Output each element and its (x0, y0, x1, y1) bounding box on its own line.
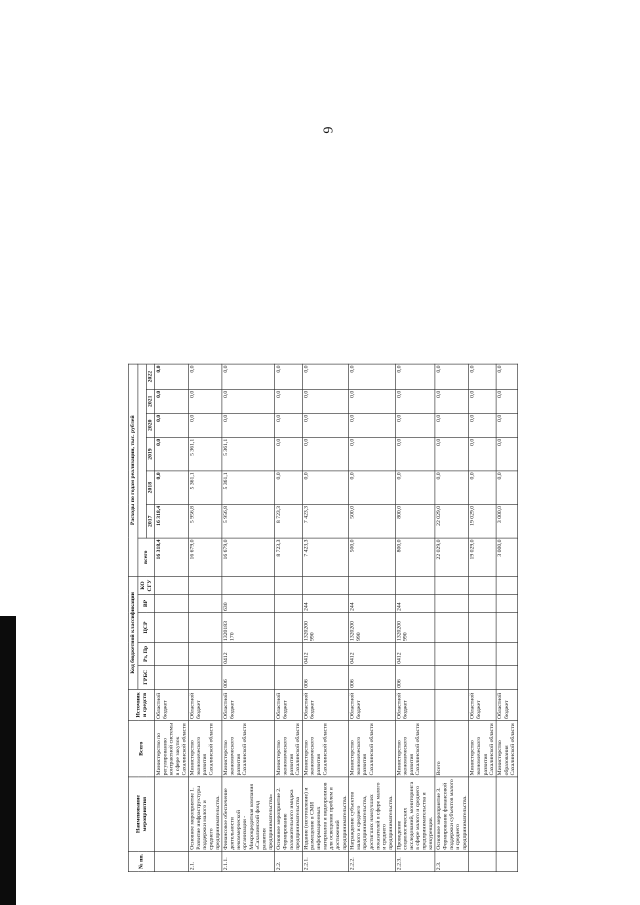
header-name: Наименование мероприятия (128, 777, 154, 851)
row-vr: 244 (395, 595, 435, 613)
row-rzpr (275, 643, 302, 666)
row-total: 7 423,3 (302, 538, 348, 576)
header-vr: ВР (138, 595, 155, 613)
row-year-value: 0,0 (349, 413, 395, 437)
row-total: 500,0 (349, 538, 395, 576)
row-kosgu (496, 576, 518, 594)
row-year-value: 0,0 (349, 389, 395, 413)
header-year: 2022 (146, 364, 154, 389)
row-name: Основное мероприятие 2. Формирование положительного имиджа предпринимательства (275, 777, 302, 851)
row-total: 3 000,0 (496, 538, 518, 576)
row-executor: Министерство экономического развития Сахалинской области (275, 721, 302, 777)
row-year-value: 0,0 (469, 471, 496, 505)
row-kosgu (222, 576, 275, 594)
row-year-value: 0,0 (395, 364, 435, 389)
header-year: 2017 (146, 504, 154, 538)
row-year-value: 0,0 (275, 471, 302, 505)
header-total: всего (138, 538, 155, 576)
row-vr: 244 (302, 595, 348, 613)
header-kosgu: КО СГУ (138, 576, 155, 594)
row-csr (188, 613, 222, 643)
row-executor: Министерство экономического развития Сахалинской области (188, 721, 222, 777)
row-year-value: 0,0 (188, 389, 222, 413)
row-year-value: 0,0 (469, 413, 496, 437)
row-year-value: 0,0 (155, 364, 189, 389)
row-year-value: 0,0 (496, 471, 518, 505)
row-csr (435, 613, 469, 643)
row-kosgu (395, 576, 435, 594)
row-year-value: 5 361,1 (188, 471, 222, 505)
table-row (395, 364, 435, 872)
row-year-value: 0,0 (395, 437, 435, 471)
header-year: 2020 (146, 413, 154, 437)
row-vr (469, 595, 496, 613)
row-total: 22 029,0 (435, 538, 469, 576)
row-rzpr (155, 643, 189, 666)
row-grbs (469, 665, 496, 689)
header-year: 2018 (146, 471, 154, 505)
row-year-value: 0,0 (188, 364, 222, 389)
row-rzpr: 0412 (395, 643, 435, 666)
row-year-value: 0,0 (155, 471, 189, 505)
table-row (155, 364, 189, 872)
row-year-value: 0,0 (469, 364, 496, 389)
row-year-value: 0,0 (349, 437, 395, 471)
row-rzpr: 0412 (302, 643, 348, 666)
row-grbs (435, 665, 469, 689)
row-grbs: 006 (395, 665, 435, 689)
row-name (155, 777, 189, 851)
header-rzpr: Рз, Пр (138, 643, 155, 666)
row-vr (496, 595, 518, 613)
row-num: 2.1.1. (222, 851, 275, 871)
row-source: Областной бюджет (155, 689, 189, 720)
row-year-value: 0,0 (155, 389, 189, 413)
row-year-value: 0,0 (496, 437, 518, 471)
table-row (469, 364, 496, 872)
row-grbs (275, 665, 302, 689)
row-kosgu (275, 576, 302, 594)
row-year-value: 0,0 (395, 413, 435, 437)
row-name (469, 777, 496, 851)
table-row (349, 364, 395, 872)
row-rzpr (469, 643, 496, 666)
row-kosgu (435, 576, 469, 594)
header-year: 2021 (146, 389, 154, 413)
row-year-value: 0,0 (222, 389, 275, 413)
row-total: 19 029,0 (469, 538, 496, 576)
row-csr: 1320200 990 (395, 613, 435, 643)
row-executor: Министерство экономического развития Сахалинской области (395, 721, 435, 777)
row-grbs: 006 (302, 665, 348, 689)
row-year-value: 0,0 (435, 389, 469, 413)
row-year-value: 5 361,1 (188, 437, 222, 471)
row-year-value: 0,0 (275, 413, 302, 437)
row-source: Областной бюджет (188, 689, 222, 720)
row-kosgu (188, 576, 222, 594)
row-year-value: 19 029,0 (469, 504, 496, 538)
row-rzpr (188, 643, 222, 666)
row-kosgu (349, 576, 395, 594)
row-rzpr: 0412 (222, 643, 275, 666)
row-year-value: 7 423,3 (302, 504, 348, 538)
row-year-value: 800,0 (395, 504, 435, 538)
row-rzpr: 0412 (349, 643, 395, 666)
row-year-value: 3 000,0 (496, 504, 518, 538)
row-grbs: 006 (349, 665, 395, 689)
row-year-value: 0,0 (496, 413, 518, 437)
row-year-value: 0,0 (302, 413, 348, 437)
row-source: Областной бюджет (496, 689, 518, 720)
row-total: 8 723,3 (275, 538, 302, 576)
row-year-value: 0,0 (395, 471, 435, 505)
row-num (469, 851, 496, 871)
row-year-value: 0,0 (222, 364, 275, 389)
table-row (302, 364, 348, 872)
row-name: Основное мероприятие 3. Формирование финансовой поддержки субъектов малого и среднего предпринимательства. (435, 777, 469, 851)
row-year-value: 5 956,8 (222, 504, 275, 538)
row-name: Издание (изготовление) и размещение в СМИ информационных материалов и видеороликов для освещения проблем и достижений предпринимательства. (302, 777, 348, 851)
row-total: 16 318,4 (155, 538, 189, 576)
row-num (155, 851, 189, 871)
header-csr: ЦСР (138, 613, 155, 643)
row-num: 2.3. (435, 851, 469, 871)
budget-table (128, 364, 518, 872)
row-rzpr (496, 643, 518, 666)
row-vr: 244 (349, 595, 395, 613)
table-row (435, 364, 469, 872)
row-vr (188, 595, 222, 613)
row-year-value: 8 723,3 (275, 504, 302, 538)
row-year-value: 0,0 (349, 364, 395, 389)
header-grbs: ГРБС (138, 665, 155, 689)
row-source: Областной бюджет (469, 689, 496, 720)
header-executor: Всего (128, 721, 154, 777)
row-year-value: 22 029,0 (435, 504, 469, 538)
row-year-value: 0,0 (496, 389, 518, 413)
row-year-value: 0,0 (435, 413, 469, 437)
scan-edge-bar (0, 616, 16, 905)
row-source: Областной бюджет (395, 689, 435, 720)
row-name: Награждение субъектов малого и среднего предпринимательства, достигших наилучших показателей в сфере малого и среднего предпринимательства. (349, 777, 395, 851)
row-year-value: 0,0 (496, 364, 518, 389)
row-kosgu (155, 576, 189, 594)
header-year: 2019 (146, 437, 154, 471)
row-year-value: 5 361,1 (222, 437, 275, 471)
row-source: Областной бюджет (222, 689, 275, 720)
row-executor: Министерство экономического развития Сахалинской области (302, 721, 348, 777)
row-year-value: 0,0 (302, 389, 348, 413)
row-year-value: 5 956,8 (188, 504, 222, 538)
row-executor: Министерство экономического развития Сахалинской области (222, 721, 275, 777)
row-grbs: 006 (222, 665, 275, 689)
row-vr: 630 (222, 595, 275, 613)
row-csr (155, 613, 189, 643)
row-year-value: 0,0 (302, 364, 348, 389)
row-vr (275, 595, 302, 613)
row-grbs (188, 665, 222, 689)
page-number: 6 (319, 126, 335, 134)
row-source: Областной бюджет (349, 689, 395, 720)
row-csr: 1320200 990 (349, 613, 395, 643)
table-row (275, 364, 302, 872)
row-year-value: 0,0 (469, 389, 496, 413)
row-year-value: 0,0 (275, 389, 302, 413)
row-grbs (496, 665, 518, 689)
row-year-value: 0,0 (349, 471, 395, 505)
row-year-value: 0,0 (302, 471, 348, 505)
row-total: 800,0 (395, 538, 435, 576)
row-year-value: 0,0 (188, 413, 222, 437)
row-executor: Всего (435, 721, 469, 777)
row-year-value: 5 361,1 (222, 471, 275, 505)
row-year-value: 0,0 (469, 437, 496, 471)
row-year-value: 0,0 (435, 437, 469, 471)
row-kosgu (469, 576, 496, 594)
row-rzpr (435, 643, 469, 666)
row-csr (469, 613, 496, 643)
row-year-value: 0,0 (155, 437, 189, 471)
row-year-value: 0,0 (395, 389, 435, 413)
row-year-value: 0,0 (435, 364, 469, 389)
row-csr: 1320183 170 (222, 613, 275, 643)
header-source: Источники средств (128, 689, 154, 720)
row-name (496, 777, 518, 851)
row-year-value: 16 318,4 (155, 504, 189, 538)
table-row (496, 364, 518, 872)
row-num: 2.2.2. (349, 851, 395, 871)
row-csr (275, 613, 302, 643)
table-row (222, 364, 275, 872)
row-num: 2.2.3. (395, 851, 435, 871)
row-grbs (155, 665, 189, 689)
row-executor: Министерство экономического развития Сахалинской области (349, 721, 395, 777)
rotated-table-page (128, 365, 516, 872)
row-num: 2.1. (188, 851, 222, 871)
row-executor: Министерство образования Сахалинской области (496, 721, 518, 777)
row-num: 2.2.1. (302, 851, 348, 871)
row-csr (496, 613, 518, 643)
header-budget-code: Код бюджетной классификации (128, 576, 138, 689)
row-total: 16 679,0 (188, 538, 222, 576)
row-year-value: 0,0 (275, 364, 302, 389)
row-year-value: 0,0 (155, 413, 189, 437)
row-kosgu (302, 576, 348, 594)
header-expenses: Расходы по годам реализации, тыс. рублей (128, 364, 138, 576)
header-num: № пп. (128, 851, 154, 871)
row-source: Областной бюджет (302, 689, 348, 720)
row-source (435, 689, 469, 720)
row-name: Основное мероприятие 1. Развитие инфраструктуры поддержки малого и среднего предпринимательства. (188, 777, 222, 851)
row-year-value: 0,0 (222, 413, 275, 437)
row-name: Финансовое обеспечение деятельности некоммерческой организации - Микрокредитная компания «Сахалинский фонд развития предпринимательства» (222, 777, 275, 851)
row-source: Областной бюджет (275, 689, 302, 720)
row-year-value: 0,0 (435, 471, 469, 505)
row-num: 2.2. (275, 851, 302, 871)
row-executor: Министерство по регулированию контрактной системы в сфере закупок Сахалинской области (155, 721, 189, 777)
table-row (188, 364, 222, 872)
row-executor: Министерство экономического развития Сахалинской области (469, 721, 496, 777)
row-vr (155, 595, 189, 613)
row-year-value: 500,0 (349, 504, 395, 538)
row-year-value: 0,0 (302, 437, 348, 471)
row-name: Проведение социологических исследований, мониторинга в сфере малого и среднего предпринимательства и конкуренции. (395, 777, 435, 851)
row-csr: 1320200 990 (302, 613, 348, 643)
row-year-value: 0,0 (275, 437, 302, 471)
row-num (496, 851, 518, 871)
row-total: 16 679,0 (222, 538, 275, 576)
row-vr (435, 595, 469, 613)
